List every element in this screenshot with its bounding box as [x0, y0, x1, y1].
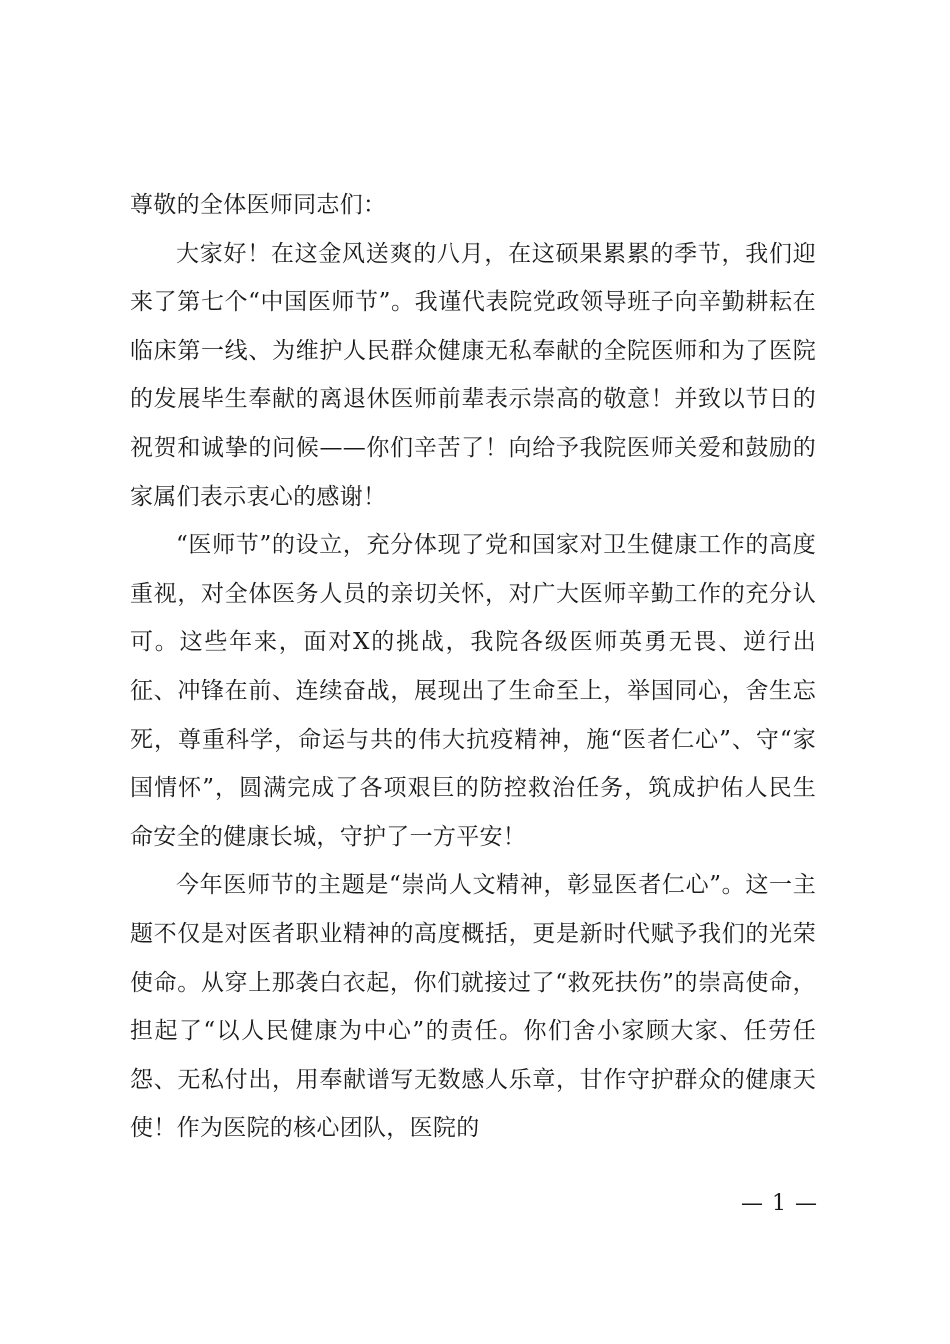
paragraph-doctors-day: “医师节”的设立，充分体现了党和国家对卫生健康工作的高度重视，对全体医务人员的亲切关怀，对广大医师辛勤工作的充分认可。这些年来，面对X的挑战，我院各级医师英勇无畏、逆行出征、冲锋在前、连续奋战，展现出了生命至上，举国同心，舍生忘死，尊重科学，命运与共的伟大抗疫精神，施“医者仁心”、守“家国情怀”，圆满完成了各项艰巨的防控救治任务，筑成护佑人民生命安全的健康长城，守护了一方平安！	[130, 532, 816, 850]
paragraph-theme: 今年医师节的主题是“崇尚人文精神，彰显医者仁心”。这一主题不仅是对医者职业精神的高度概括，更是新时代赋予我们的光荣使命。从穿上那袭白衣起，你们就接过了“救死扶伤”的崇高使命，担起了“以人民健康为中心”的责任。你们舍小家顾大家、任劳任怨、无私付出，用奉献谱写无数感人乐章，甘作守护群众的健康天使！作为医院的核心团队，医院的	[130, 872, 816, 1142]
paragraph-greeting: 大家好！在这金风送爽的八月，在这硕果累累的季节，我们迎来了第七个“中国医师节”。我谨代表院党政领导班子向辛勤耕耘在临床第一线、为维护人民群众健康无私奉献的全院医师和为了医院的发展毕生奉献的离退休医师前辈表示崇高的敬意！并致以节日的祝贺和诚挚的问候——你们辛苦了！向给予我院医师关爱和鼓励的家属们表示衷心的感谢！	[130, 240, 816, 510]
page-number: — 1 —	[741, 1191, 818, 1216]
letter-body	[130, 181, 816, 1153]
salutation: 尊敬的全体医师同志们：	[130, 192, 387, 218]
